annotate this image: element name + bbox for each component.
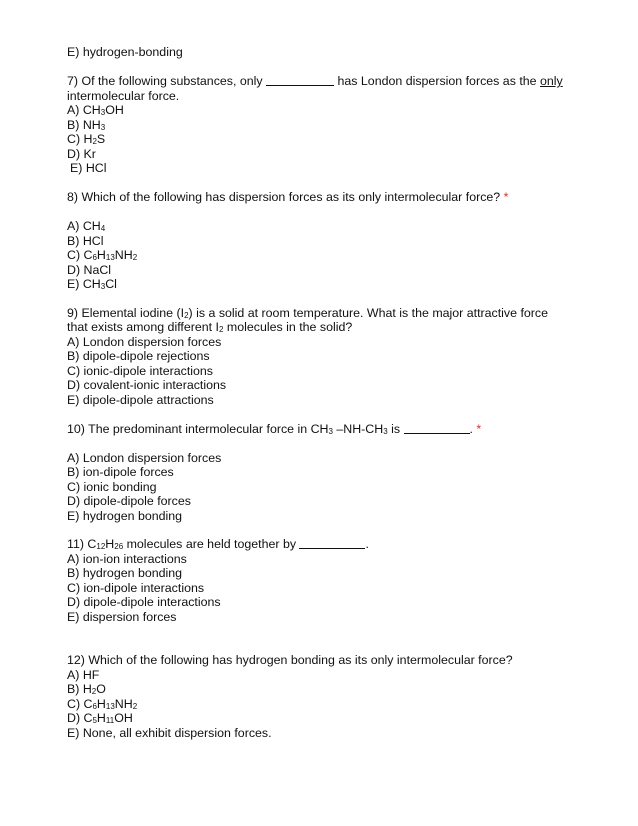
q8-option-b: B) HCl: [67, 234, 104, 248]
q7-stem-line2: intermolecular force.: [67, 89, 180, 103]
q10-option-c: C) ionic bonding: [67, 480, 157, 494]
q11-option-b: B) hydrogen bonding: [67, 566, 183, 580]
q9-stem-line2: that exists among different $I_2$ molecules in the solid?: [67, 320, 353, 334]
q10-stem: 10) The predominant intermolecular force in $CH_3$ $-NH-CH_3$ is . *: [67, 422, 482, 436]
q10-option-a: A) London dispersion forces: [67, 451, 222, 465]
q12-option-c: C) $C_6H_{13}NH_2$: [67, 697, 138, 711]
q7-option-e: E) HCl: [70, 161, 107, 175]
answer-blank: [404, 422, 470, 434]
q12-stem: 12) Which of the following has hydrogen bonding as its only intermolecular force?: [67, 653, 513, 667]
q8-stem: 8) Which of the following has dispersion forces as its only intermolecular force? *: [67, 190, 509, 204]
q7-stem: 7) Of the following substances, only has London dispersion forces as the only: [67, 74, 563, 88]
q9-option-c: C) ionic-dipole interactions: [67, 364, 214, 378]
q9-option-a: A) London dispersion forces: [67, 335, 222, 349]
q6-option-e: E) hydrogen-bonding: [67, 45, 183, 59]
q7-option-a: A) $CH_3OH$: [67, 103, 124, 117]
q10-option-e: E) hydrogen bonding: [67, 509, 183, 523]
q10-option-d: D) dipole-dipole forces: [67, 494, 191, 508]
q9-option-e: E) dipole-dipole attractions: [67, 393, 214, 407]
answer-blank: [299, 537, 365, 549]
q12-option-e: E) None, all exhibit dispersion forces.: [67, 726, 272, 740]
q10-option-b: B) ion-dipole forces: [67, 465, 174, 479]
required-marker: *: [476, 422, 482, 436]
q7-option-b: B) $NH_3$: [67, 118, 106, 132]
q7-option-d: D) Kr: [67, 147, 96, 161]
q9-option-d: D) covalent-ionic interactions: [67, 378, 227, 392]
q11-option-a: A) ion-ion interactions: [67, 552, 187, 566]
q12-option-b: B) $H_2O$: [67, 682, 106, 696]
answer-blank: [266, 74, 334, 86]
q11-option-c: C) ion-dipole interactions: [67, 581, 205, 595]
q9-option-b: B) dipole-dipole rejections: [67, 349, 210, 363]
q8-option-c: C) $C_6H_{13}NH_2$: [67, 248, 138, 262]
required-marker: *: [503, 190, 509, 204]
q8-option-a: A) $CH_4$: [67, 219, 106, 233]
q11-stem: 11) $C_{12}H_{26}$ molecules are held together by .: [67, 537, 369, 551]
q8-option-d: D) NaCl: [67, 263, 112, 277]
q11-option-e: E) dispersion forces: [67, 610, 177, 624]
q12-option-d: D) $C_5H_{11}OH$: [67, 711, 133, 725]
q8-option-e: E) $CH_3Cl$: [67, 277, 117, 291]
q9-stem: 9) Elemental iodine $(I_2)$ is a solid at room temperature. What is the major attractive force: [67, 306, 549, 320]
q7-option-c: C) $H_2S$: [67, 132, 106, 146]
q11-option-d: D) dipole-dipole interactions: [67, 595, 221, 609]
q12-option-a: A) HF: [67, 668, 100, 682]
